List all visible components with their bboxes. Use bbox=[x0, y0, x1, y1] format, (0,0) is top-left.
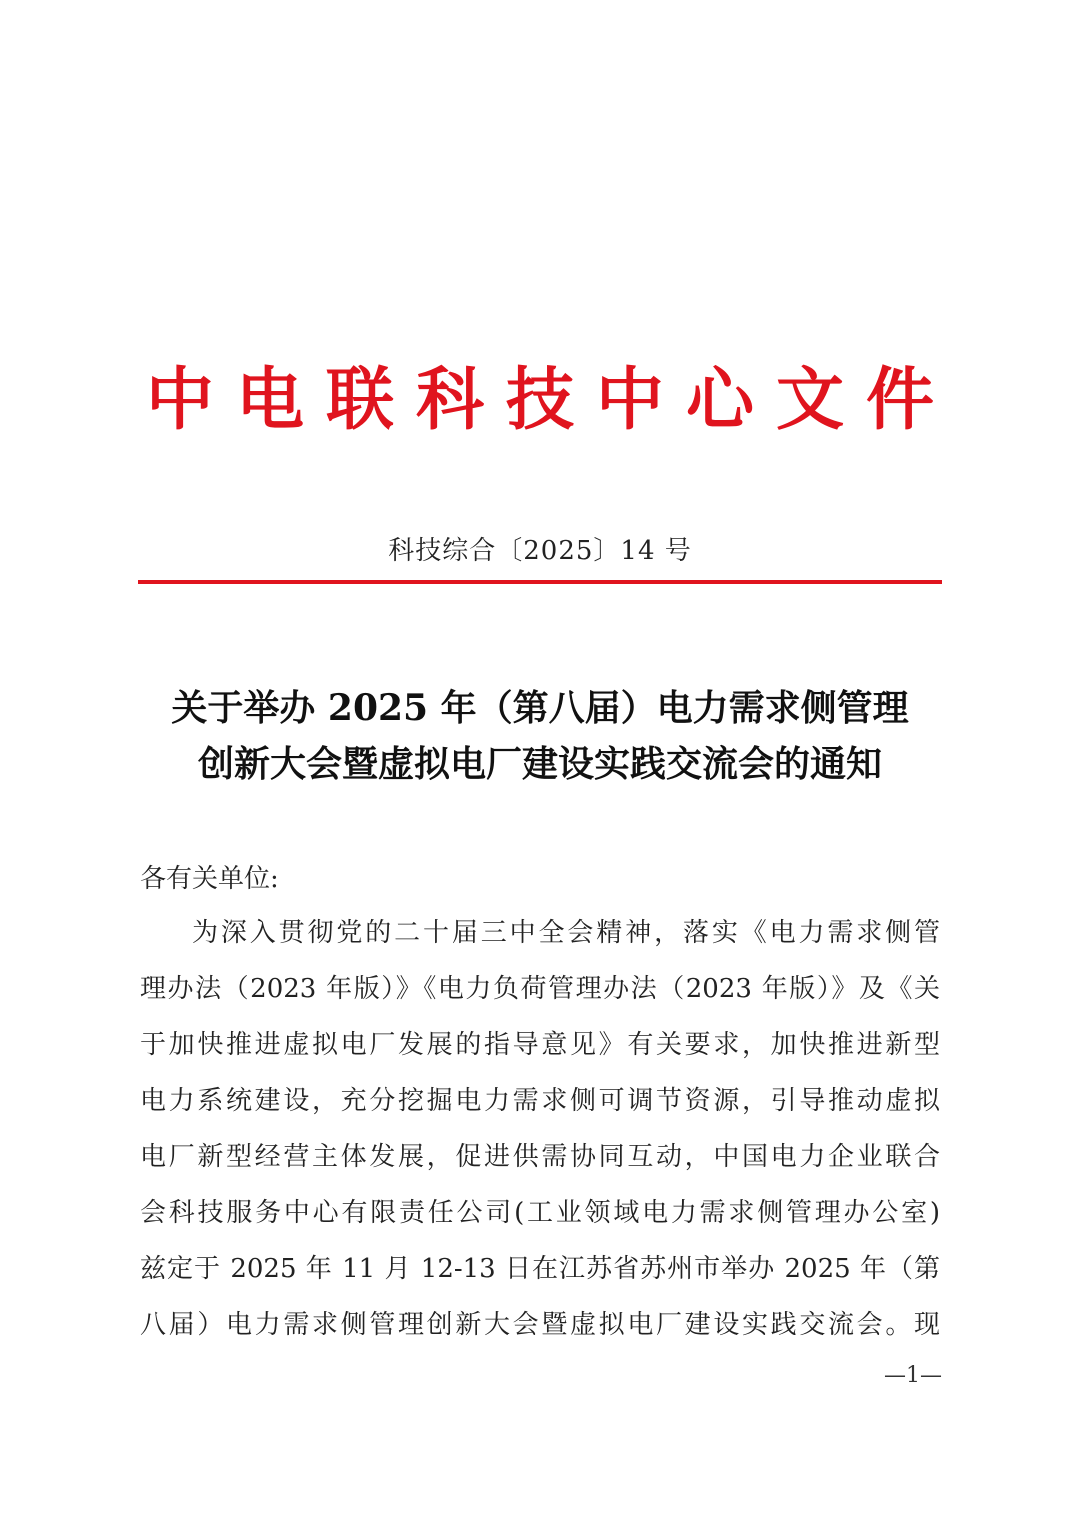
red-header-char: 件 bbox=[865, 360, 934, 440]
red-divider-rule bbox=[138, 580, 942, 584]
red-header-char: 电 bbox=[235, 360, 304, 440]
notice-title bbox=[120, 680, 960, 792]
body-line: 电力系统建设，充分挖掘电力需求侧可调节资源，引导推动虚拟 bbox=[140, 1086, 940, 1116]
body-paragraph bbox=[140, 905, 940, 1353]
red-header-char: 心 bbox=[685, 360, 754, 440]
salutation: 各有关单位: bbox=[140, 864, 279, 894]
body-line: 会科技服务中心有限责任公司(工业领域电力需求侧管理办公室) bbox=[140, 1198, 940, 1228]
red-header-char: 科 bbox=[415, 360, 484, 440]
red-header-char: 中 bbox=[595, 360, 664, 440]
red-header-char: 中 bbox=[145, 360, 214, 440]
red-header-char: 联 bbox=[325, 360, 394, 440]
body-line: 理办法（2023 年版）》《电力负荷管理办法（2023 年版）》及《关 bbox=[140, 974, 940, 1004]
document-number: 科技综合〔2025〕14 号 bbox=[388, 536, 692, 566]
red-header-char: 文 bbox=[775, 360, 844, 440]
body-line: 电厂新型经营主体发展，促进供需协同互动，中国电力企业联合 bbox=[140, 1142, 940, 1172]
body-line: 为深入贯彻党的二十届三中全会精神，落实《电力需求侧管 bbox=[192, 918, 940, 948]
body-line: 八届）电力需求侧管理创新大会暨虚拟电厂建设实践交流会。现 bbox=[140, 1310, 940, 1340]
page-number: —1— bbox=[884, 1363, 942, 1388]
notice-title-line: 关于举办 2025 年（第八届）电力需求侧管理 bbox=[171, 687, 909, 729]
red-header-title bbox=[140, 340, 940, 460]
body-line: 兹定于 2025 年 11 月 12-13 日在江苏省苏州市举办 2025 年（第 bbox=[140, 1254, 940, 1284]
notice-title-line: 创新大会暨虚拟电厂建设实践交流会的通知 bbox=[197, 743, 882, 785]
red-header-char: 技 bbox=[505, 360, 574, 440]
body-line: 于加快推进虚拟电厂发展的指导意见》有关要求，加快推进新型 bbox=[140, 1030, 940, 1060]
